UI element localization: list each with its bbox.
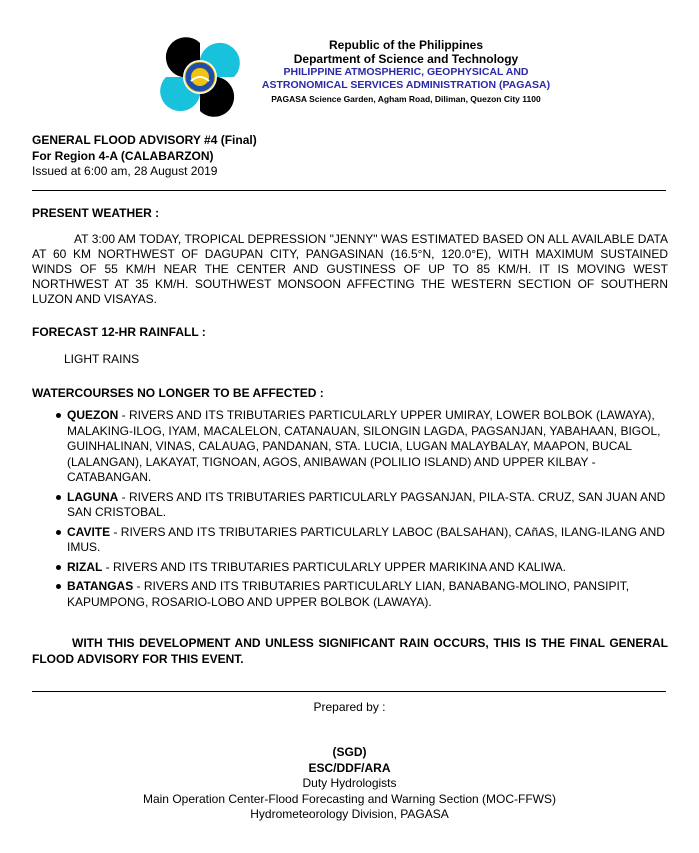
country-name: Republic of the Philippines bbox=[328, 38, 483, 52]
advisory-region: For Region 4-A (CALABARZON) bbox=[32, 148, 214, 163]
signature-division: Hydrometeorology Division, PAGASA bbox=[250, 807, 449, 821]
bullet-icon bbox=[56, 530, 61, 535]
area-rivers: - RIVERS AND ITS TRIBUTARIES PARTICULARLY PAGSANJAN, PILA-STA. CRUZ, SAN JUAN AND SAN CRISTOBAL. bbox=[67, 489, 666, 519]
list-item bbox=[32, 579, 672, 610]
area-rivers: - RIVERS AND ITS TRIBUTARIES PARTICULARLY UPPER UMIRAY, LOWER BOLBOK (LAWAYA), MALAKING-ILOG, IYAM, MACALELON, CATANAUAN, SILONGIN LAGDA, PAGSANJAN, YABAHAAN, BIGOL, GUINHALINAN, VINAS, CALAUAG, PANDANAN, STA. LUCIA, LUGAN MALAYBALAY, MAAPON, BUCAL (LALANGAN), LAKAYAT, TIGNOAN, AGOS, ANIBAWAN (POLILIO ISLAND) AND UPPER KILBAY - CATABANGAN. bbox=[67, 408, 661, 484]
advisory-title: GENERAL FLOOD ADVISORY #4 (Final) bbox=[32, 133, 257, 147]
area-rivers: - RIVERS AND ITS TRIBUTARIES PARTICULARLY LABOC (BALSAHAN), CAñAS, ILANG-ILANG AND IMUS. bbox=[67, 524, 665, 554]
watercourses-list bbox=[32, 408, 672, 614]
agency-name-line2: ASTRONOMICAL SERVICES ADMINISTRATION (PAGASA) bbox=[261, 79, 551, 91]
list-item bbox=[32, 525, 672, 556]
forecast-title: FORECAST 12-HR RAINFALL : bbox=[32, 325, 206, 339]
bullet-icon bbox=[56, 413, 61, 418]
letterhead bbox=[0, 0, 699, 120]
area-rivers: - RIVERS AND ITS TRIBUTARIES PARTICULARLY LIAN, BANABANG-MOLINO, PANSIPIT, KAPUMPONG, ROSARIO-LOBO AND UPPER BOLBOK (LAWAYA). bbox=[67, 579, 630, 609]
agency-name-line1: PHILIPPINE ATMOSPHERIC, GEOPHYSICAL AND bbox=[283, 66, 529, 78]
signature-sgd: (SGD) bbox=[332, 745, 367, 759]
signature-role: Duty Hydrologists bbox=[302, 776, 397, 790]
area-rivers: - RIVERS AND ITS TRIBUTARIES PARTICULARLY UPPER MARIKINA AND KALIWA. bbox=[102, 559, 566, 574]
signature-initials: ESC/DDF/ARA bbox=[308, 760, 391, 775]
agency-address: PAGASA Science Garden, Agham Road, Diliman, Quezon City 1100 bbox=[271, 94, 541, 104]
prepared-by: Prepared by : bbox=[313, 700, 386, 714]
area-name: QUEZON bbox=[67, 408, 119, 422]
bullet-icon bbox=[56, 495, 61, 500]
area-name: RIZAL bbox=[67, 559, 103, 574]
area-name: BATANGAS bbox=[67, 579, 134, 593]
area-name: LAGUNA bbox=[67, 489, 119, 504]
divider-bottom bbox=[32, 691, 666, 692]
area-name: CAVITE bbox=[67, 524, 111, 539]
signature-section: Main Operation Center-Flood Forecasting and Warning Section (MOC-FFWS) bbox=[142, 791, 557, 806]
list-item bbox=[32, 490, 672, 521]
final-note: WITH THIS DEVELOPMENT AND UNLESS SIGNIFICANT RAIN OCCURS, THIS IS THE FINAL GENERAL FLOOD ADVISORY FOR THIS EVENT. bbox=[32, 636, 668, 666]
divider-top bbox=[32, 190, 666, 191]
bullet-icon bbox=[56, 584, 61, 589]
advisory-heading bbox=[32, 133, 257, 180]
forecast-text: LIGHT RAINS bbox=[64, 352, 140, 366]
bullet-icon bbox=[56, 565, 61, 570]
pagasa-logo-icon bbox=[160, 37, 240, 117]
list-item bbox=[32, 408, 672, 486]
signature-block bbox=[0, 745, 699, 823]
watercourses-title: WATERCOURSES NO LONGER TO BE AFFECTED : bbox=[32, 386, 324, 400]
present-weather-title: PRESENT WEATHER : bbox=[32, 206, 160, 220]
department-name: Department of Science and Technology bbox=[293, 52, 519, 66]
present-weather-text: AT 3:00 AM TODAY, TROPICAL DEPRESSION "JENNY" WAS ESTIMATED BASED ON ALL AVAILABLE DATA AT 60 KM NORTHWEST OF DAGUPAN CITY, PANGASINAN (16.5°N, 120.0°E), WITH MAXIMUM SUSTAINED WINDS OF 55 KM/H NEAR THE CENTER AND GUSTINESS OF UP TO 85 KM/H. IT IS MOVING WEST NORTHWEST AT 35 KM/H. SOUTHWEST MONSOON AFFECTING THE WESTERN SECTION OF SOUTHERN LUZON AND VISAYAS. bbox=[32, 232, 668, 306]
letterhead-text bbox=[246, 38, 566, 106]
list-item bbox=[32, 560, 672, 576]
advisory-issued: Issued at 6:00 am, 28 August 2019 bbox=[32, 164, 218, 178]
